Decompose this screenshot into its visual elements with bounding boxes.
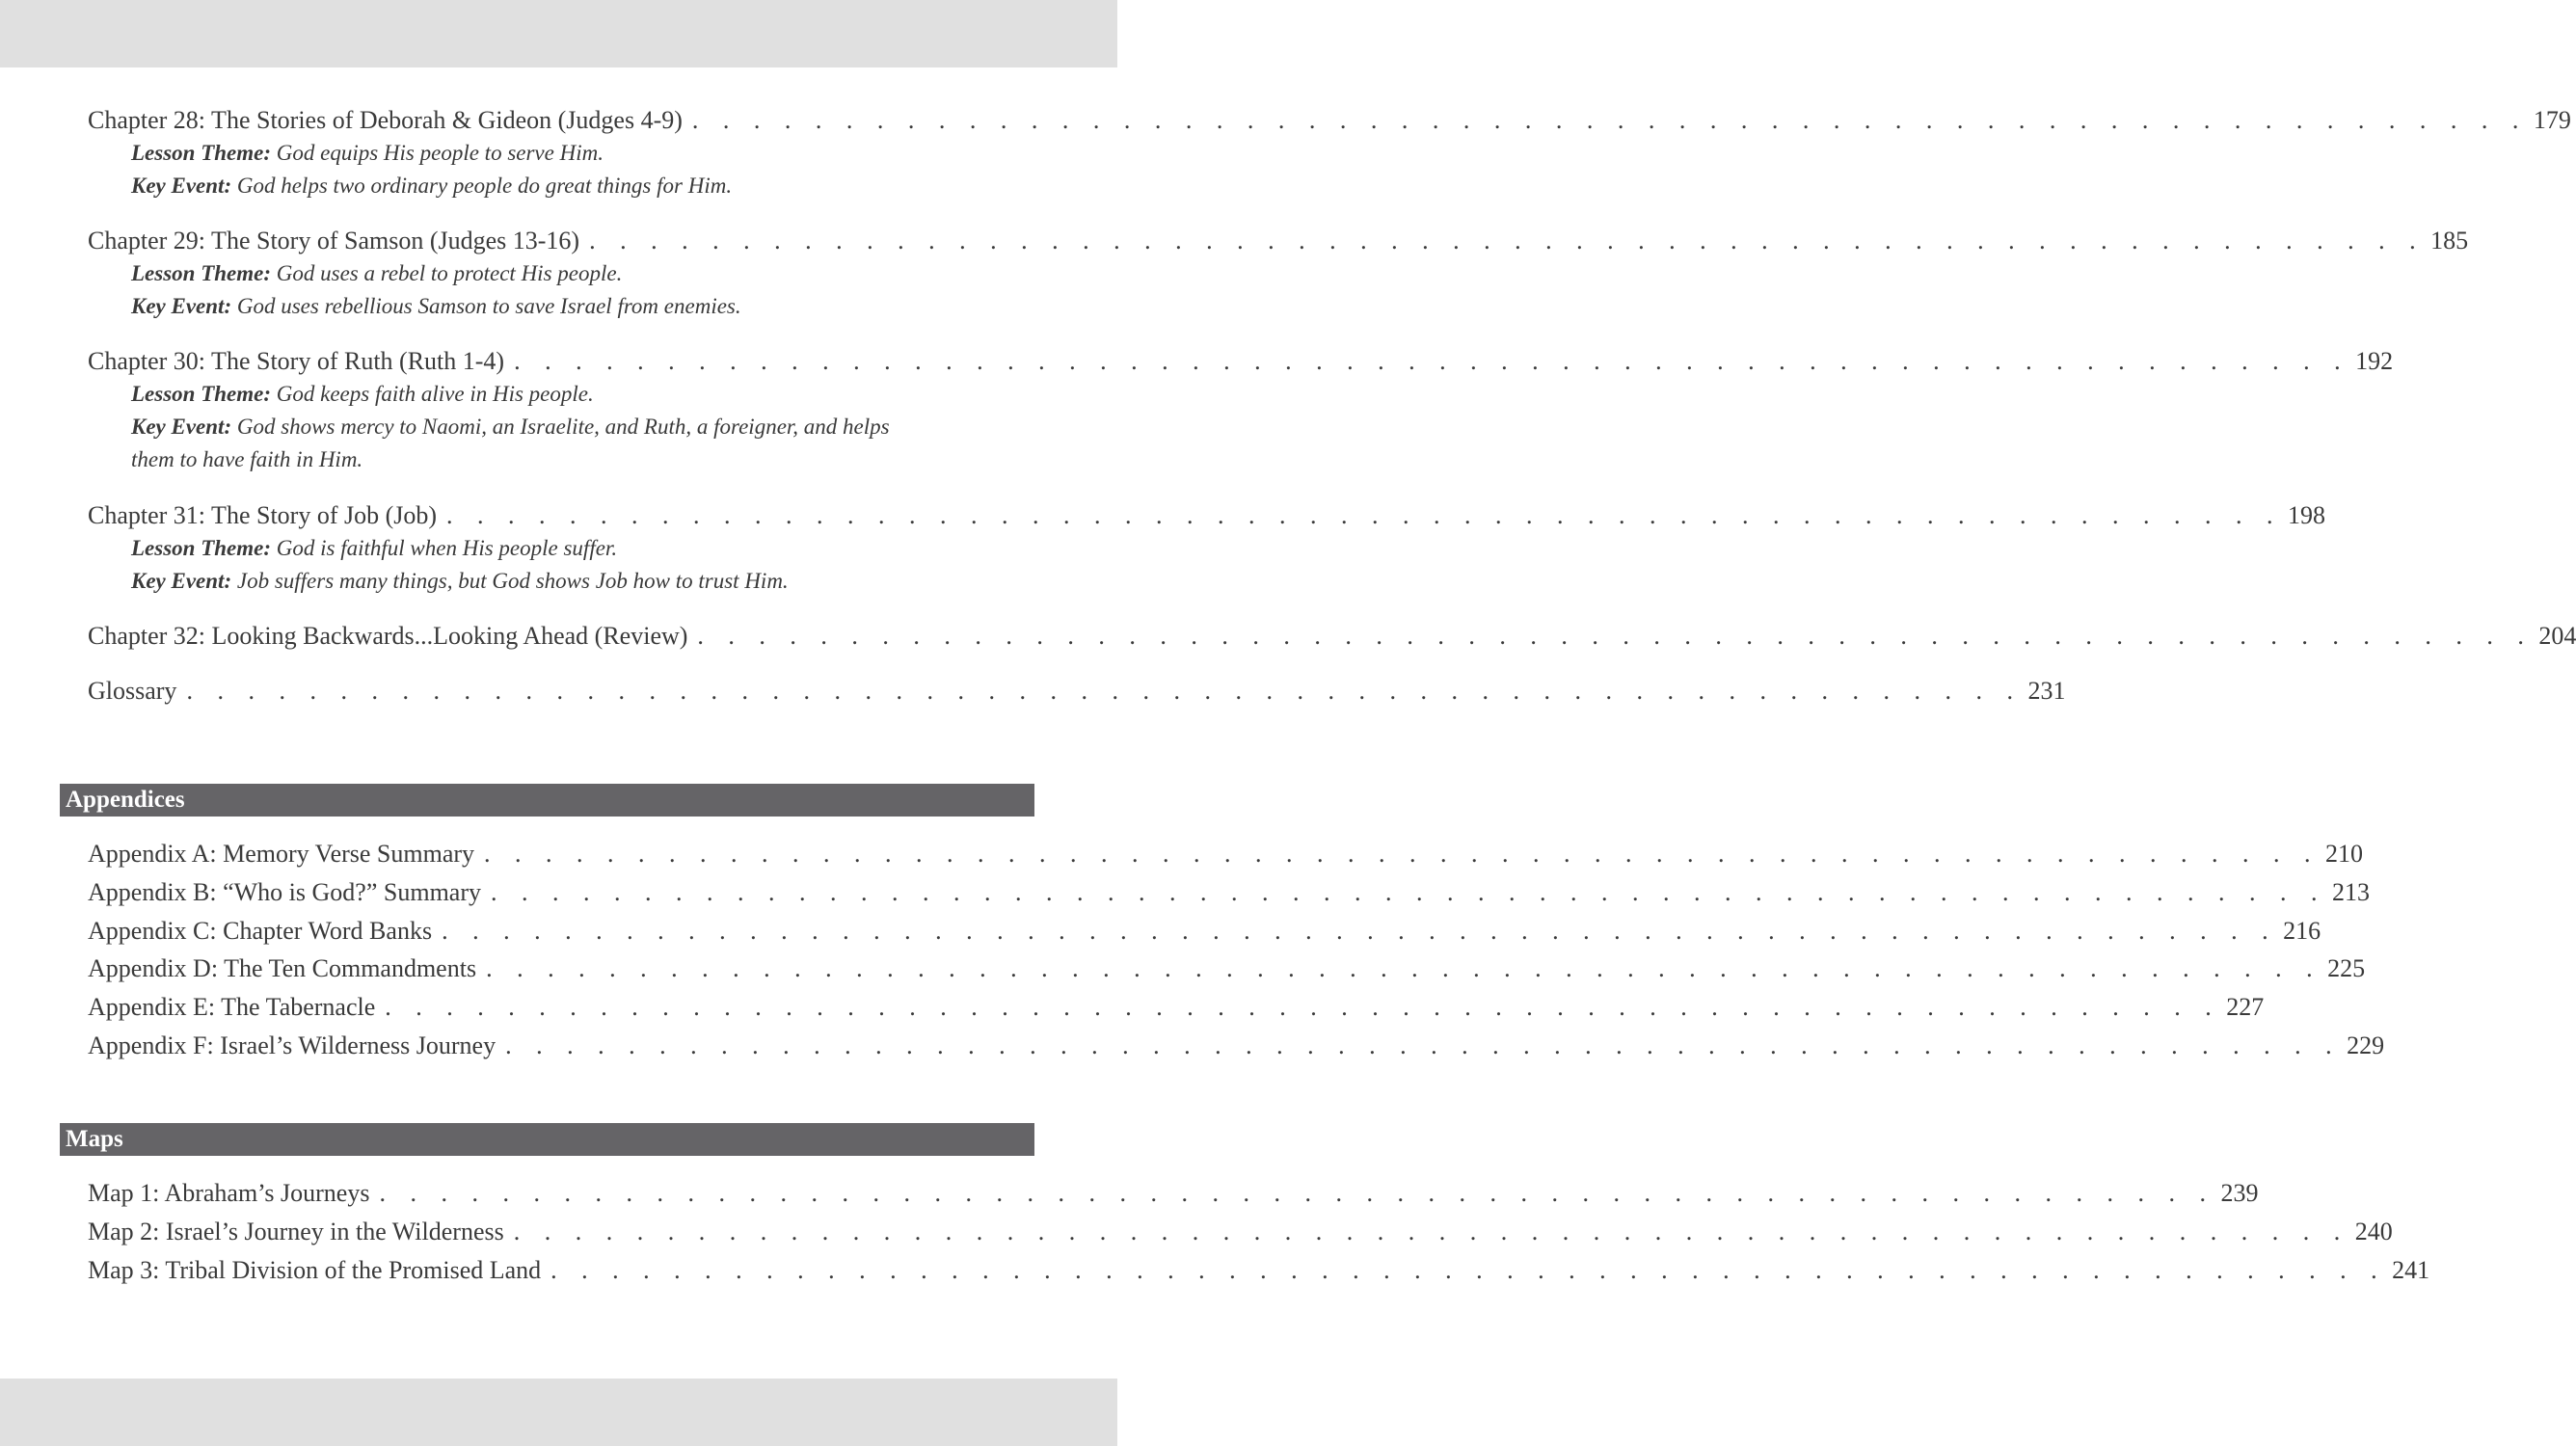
dot-leader: . . . . . . . . . . . . . . . . . . . . . . . . . . . . . . . . . . . . . . . . . . . . . . . . . . . . . . . . . . . . bbox=[550, 1255, 2387, 1284]
page-number: 240 bbox=[2354, 1217, 2393, 1245]
lesson-theme-text: God keeps faith alive in His people. bbox=[271, 382, 594, 406]
map-entry-2[interactable] bbox=[88, 1213, 2393, 1251]
entry-title: Glossary bbox=[88, 677, 177, 705]
toc-row bbox=[88, 675, 2066, 708]
toc-entry-chapter-31[interactable] bbox=[88, 499, 2326, 598]
key-event-continuation bbox=[131, 443, 1029, 476]
entry-title: Chapter 30: The Story of Ruth (Ruth 1-4) bbox=[88, 347, 505, 375]
toc-row bbox=[88, 620, 2576, 653]
toc-row bbox=[88, 225, 2469, 257]
key-event-text-cont: them to have faith in Him. bbox=[131, 447, 363, 471]
entry-title: Chapter 29: The Story of Samson (Judges 13-16) bbox=[88, 227, 580, 254]
lesson-theme-text: God is faithful when His people suffer. bbox=[271, 536, 618, 560]
toc-entry-glossary[interactable] bbox=[88, 675, 2066, 708]
entry-title: Chapter 28: The Stories of Deborah & Gideon (Judges 4-9) bbox=[88, 106, 683, 134]
toc-row bbox=[88, 499, 2326, 532]
entry-title: Appendix F: Israel’s Wilderness Journey bbox=[88, 1031, 496, 1059]
dot-leader: . . . . . . . . . . . . . . . . . . . . . . . . . . . . . . . . . . . . . . . . . . . . . . . . . . . . . . . . . . . . bbox=[691, 106, 2528, 134]
toc-entry-chapter-28[interactable] bbox=[88, 104, 2571, 202]
page-number: 204 bbox=[2538, 622, 2576, 650]
entry-title: Appendix C: Chapter Word Banks bbox=[88, 916, 433, 945]
lesson-theme-text: God equips His people to serve Him. bbox=[271, 141, 604, 165]
entry-title: Chapter 31: The Story of Job (Job) bbox=[88, 501, 438, 529]
page-number: 185 bbox=[2430, 227, 2469, 254]
maps-list bbox=[88, 1174, 2430, 1289]
appendix-entry-a[interactable] bbox=[88, 835, 2364, 873]
top-margin-band bbox=[0, 0, 1117, 67]
lesson-theme-line bbox=[131, 257, 1029, 290]
page-number: 210 bbox=[2325, 840, 2364, 868]
appendix-entry-f[interactable] bbox=[88, 1027, 2385, 1065]
page-number: 239 bbox=[2220, 1179, 2259, 1207]
key-event-line bbox=[131, 565, 1029, 598]
entry-title: Appendix A: Memory Verse Summary bbox=[88, 840, 475, 868]
page-number: 213 bbox=[2332, 877, 2370, 906]
page-number: 227 bbox=[2226, 993, 2265, 1022]
page-number: 229 bbox=[2347, 1031, 2385, 1059]
entry-title: Appendix E: The Tabernacle bbox=[88, 993, 376, 1022]
dot-leader: . . . . . . . . . . . . . . . . . . . . . . . . . . . . . . . . . . . . . . . . . . . . . . . . . . . . . . . . . . . . bbox=[442, 916, 2278, 945]
lesson-theme-label: Lesson Theme: bbox=[131, 382, 272, 406]
dot-leader: . . . . . . . . . . . . . . . . . . . . . . . . . . . . . . . . . . . . . . . . . . . . . . . . . . . . . . . . . . . . bbox=[514, 347, 2350, 375]
lesson-theme-label: Lesson Theme: bbox=[131, 536, 272, 560]
lesson-theme-label: Lesson Theme: bbox=[131, 141, 272, 165]
dot-leader: . . . . . . . . . . . . . . . . . . . . . . . . . . . . . . . . . . . . . . . . . . . . . . . . . . . . . . . . . . . . bbox=[385, 993, 2221, 1022]
entry-title: Map 1: Abraham’s Journeys bbox=[88, 1179, 370, 1207]
key-event-text: God uses rebellious Samson to save Israel from enemies. bbox=[231, 294, 741, 318]
bottom-margin-band bbox=[0, 1379, 1117, 1446]
page-number: 225 bbox=[2327, 954, 2366, 983]
key-event-label: Key Event: bbox=[131, 415, 232, 439]
toc-page bbox=[0, 67, 2576, 1379]
appendix-entry-d[interactable] bbox=[88, 950, 2366, 988]
maps-section-header: Maps bbox=[60, 1123, 1034, 1156]
key-event-line bbox=[131, 170, 1029, 202]
appendix-entry-c[interactable] bbox=[88, 912, 2321, 951]
lesson-theme-line bbox=[131, 378, 1029, 411]
dot-leader: . . . . . . . . . . . . . . . . . . . . . . . . . . . . . . . . . . . . . . . . . . . . . . . . . . . . . . . . . . . . bbox=[513, 1217, 2349, 1245]
page-number: 198 bbox=[2288, 501, 2326, 529]
lesson-theme-line bbox=[131, 532, 1029, 565]
dot-leader: . . . . . . . . . . . . . . . . . . . . . . . . . . . . . . . . . . . . . . . . . . . . . . . . . . . . . . . . . . . . bbox=[589, 227, 2426, 254]
entry-title: Chapter 32: Looking Backwards...Looking Ahead (Review) bbox=[88, 622, 688, 650]
lesson-theme-label: Lesson Theme: bbox=[131, 261, 272, 285]
page-number: 179 bbox=[2533, 106, 2571, 134]
dot-leader: . . . . . . . . . . . . . . . . . . . . . . . . . . . . . . . . . . . . . . . . . . . . . . . . . . . . . . . . . . . . bbox=[697, 622, 2534, 650]
toc-row bbox=[88, 345, 2394, 378]
dot-leader: . . . . . . . . . . . . . . . . . . . . . . . . . . . . . . . . . . . . . . . . . . . . . . . . . . . . . . . . . . . . bbox=[379, 1179, 2215, 1207]
lesson-theme-line bbox=[131, 137, 1029, 170]
dot-leader: . . . . . . . . . . . . . . . . . . . . . . . . . . . . . . . . . . . . . . . . . . . . . . . . . . . . . . . . . . . . bbox=[446, 501, 2283, 529]
entry-title: Map 2: Israel’s Journey in the Wilderness bbox=[88, 1217, 504, 1245]
key-event-label: Key Event: bbox=[131, 294, 232, 318]
key-event-label: Key Event: bbox=[131, 174, 232, 198]
toc-entry-chapter-29[interactable] bbox=[88, 225, 2469, 323]
key-event-line bbox=[131, 411, 1029, 443]
key-event-label: Key Event: bbox=[131, 569, 232, 593]
dot-leader: . . . . . . . . . . . . . . . . . . . . . . . . . . . . . . . . . . . . . . . . . . . . . . . . . . . . . . . . . . . . bbox=[491, 877, 2326, 906]
page-number: 192 bbox=[2355, 347, 2394, 375]
map-entry-3[interactable] bbox=[88, 1251, 2430, 1290]
toc-row bbox=[88, 104, 2571, 137]
page-number: 216 bbox=[2283, 916, 2321, 945]
map-entry-1[interactable] bbox=[88, 1174, 2259, 1213]
key-event-line bbox=[131, 290, 1029, 323]
page-number: 241 bbox=[2392, 1255, 2430, 1284]
key-event-text: God helps two ordinary people do great things for Him. bbox=[231, 174, 733, 198]
entry-title: Map 3: Tribal Division of the Promised Land bbox=[88, 1255, 542, 1284]
dot-leader: . . . . . . . . . . . . . . . . . . . . . . . . . . . . . . . . . . . . . . . . . . . . . . . . . . . . . . . . . . . . bbox=[186, 677, 2023, 705]
toc-entry-chapter-32[interactable] bbox=[88, 620, 2576, 653]
lesson-theme-text: God uses a rebel to protect His people. bbox=[271, 261, 623, 285]
appendix-entry-e[interactable] bbox=[88, 988, 2265, 1027]
dot-leader: . . . . . . . . . . . . . . . . . . . . . . . . . . . . . . . . . . . . . . . . . . . . . . . . . . . . . . . . . . . . bbox=[486, 954, 2322, 983]
appendices-section-header: Appendices bbox=[60, 784, 1034, 817]
entry-title: Appendix B: “Who is God?” Summary bbox=[88, 877, 481, 906]
toc-entry-chapter-30[interactable] bbox=[88, 345, 2394, 476]
appendix-entry-b[interactable] bbox=[88, 873, 2370, 912]
key-event-text: Job suffers many things, but God shows Job how to trust Him. bbox=[231, 569, 789, 593]
appendices-list bbox=[88, 835, 2385, 1065]
key-event-text: God shows mercy to Naomi, an Israelite, and Ruth, a foreigner, and helps bbox=[231, 415, 890, 439]
dot-leader: . . . . . . . . . . . . . . . . . . . . . . . . . . . . . . . . . . . . . . . . . . . . . . . . . . . . . . . . . . . . bbox=[484, 840, 2321, 868]
entry-title: Appendix D: The Ten Commandments bbox=[88, 954, 477, 983]
dot-leader: . . . . . . . . . . . . . . . . . . . . . . . . . . . . . . . . . . . . . . . . . . . . . . . . . . . . . . . . . . . . bbox=[505, 1031, 2342, 1059]
page-number: 231 bbox=[2027, 677, 2066, 705]
